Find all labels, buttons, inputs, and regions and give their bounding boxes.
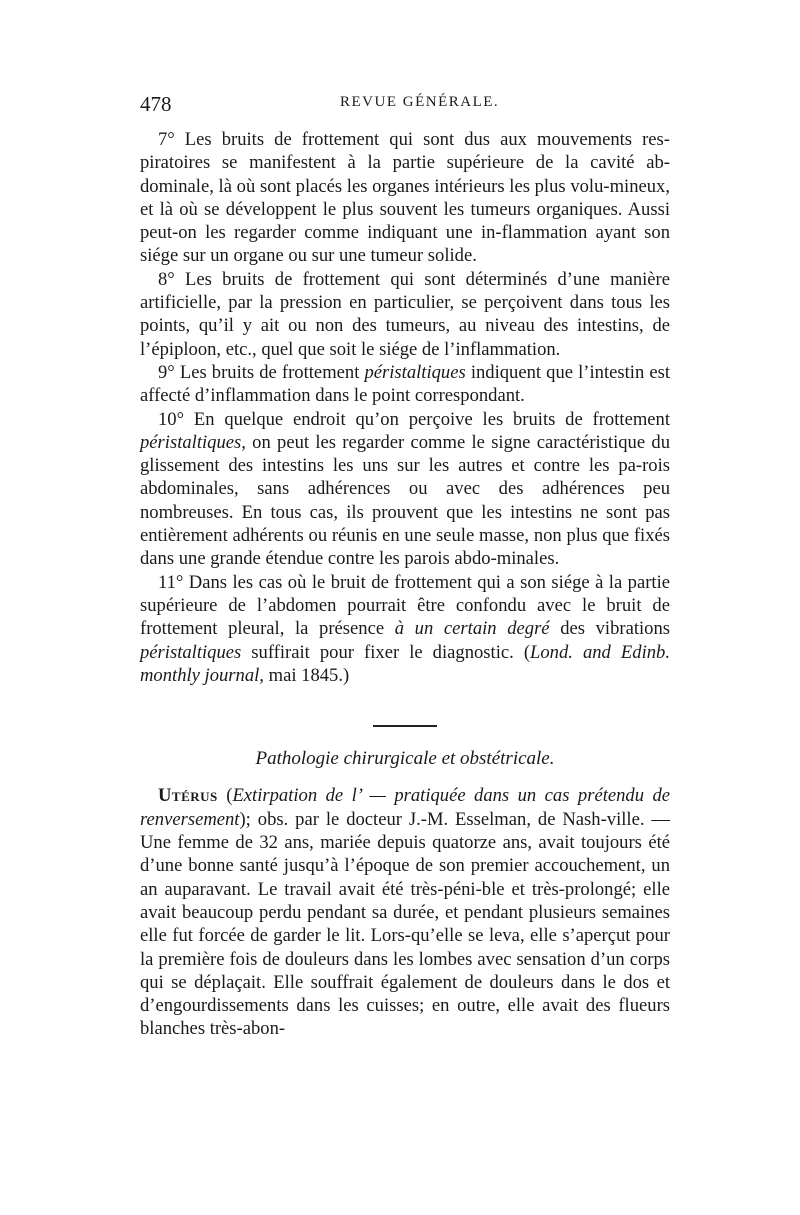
body-text	[140, 128, 670, 1041]
page-number: 478	[140, 92, 172, 116]
article-paragraph	[140, 784, 670, 1040]
section-divider	[373, 725, 437, 727]
italic-term: péristaltiques	[140, 641, 242, 663]
page-header	[140, 92, 670, 120]
section-title: Pathologie chirurgicale et obstétricale.	[255, 748, 555, 770]
paragraph-11	[140, 571, 670, 687]
paragraph-text: 8° Les bruits de frottement qui sont déterminés d’une manière artificielle, par la pression en particulier, se perçoivent dans tous les points, qu’il y ait ou non des tumeurs, au niveau des intestins, de l’épiploon, etc., quel que soit le siége de l’inflammation.	[140, 268, 670, 360]
italic-term: péristaltiques	[364, 361, 466, 383]
paragraph-text: 11° Dans les cas où le bruit de frottement qui a son siége à la partie supérieure de l’abdomen pourrait être confondu avec le bruit de frottement pleural, la présence	[140, 571, 670, 640]
paragraph-text: suffirait pour fixer le diagnostic. (	[241, 641, 531, 663]
article-lead: Utérus	[158, 785, 218, 807]
paragraph-text: (	[217, 785, 233, 807]
running-head: REVUE GÉNÉRALE.	[340, 94, 500, 110]
paragraph-text: ); obs. par le docteur J.-M. Esselman, de Nash-ville. — Une femme de 32 ans, mariée depuis quatorze ans, avait toujours été d’une bonne santé jusqu’à l’époque de son premier accouchement, un an auparavant. Le travail avait été très-péni-ble et très-prolongé; elle avait beaucoup perdu pendant sa durée, et pendant plusieurs semaines elle fut forcée de garder le lit. Lors-qu’elle se leva, elle s’aperçut pour la première fois de douleurs dans les lombes avec sensation d’un corps qui se déplaçait. Elle souffrait également de douleurs dans le dos et d’engourdissements dans les cuisses; en outre, elle avait des flueurs blanches très-abon-	[140, 808, 670, 1040]
paragraph-text: indiquent que l’intestin est affecté d’inflammation dans le point correspondant.	[140, 361, 671, 407]
paragraph-text: 7° Les bruits de frottement qui sont dus aux mouvements res-piratoires se manifestent à la partie supérieure de la cavité ab-dominale, là où sont placés les organes intérieurs les plus volu-mineux, et là où se développent le plus souvent les tumeurs organiques. Aussi peut-on les regarder comme indiquant une in-flammation ayant son siége sur un organe ou sur une tumeur solide.	[140, 129, 670, 267]
paragraph-text: des vibrations	[549, 618, 670, 640]
paragraph-7	[140, 128, 670, 268]
article-subtitle: Extirpation de l’ — pratiquée dans un cas prétendu de renversement	[140, 785, 671, 830]
paragraph-text: on peut les regarder comme le signe caractéristique du glissement des intestins les uns sur les autres et contre les pa-rois abdominales, sans adhérences ou avec des adhérences peu nombreuses. En tous cas, ils prouvent que les intestins ne sont pas entièrement adhérents ou réunis en une seule masse, non plus que fixés dans une grande étendue contre les parois abdo-minales.	[140, 431, 670, 570]
paragraph-8	[140, 268, 670, 361]
paragraph-9	[140, 361, 670, 408]
italic-term: péristaltiques,	[140, 431, 246, 453]
italic-phrase: à un certain degré	[394, 618, 550, 640]
paragraph-text: mai 1845.)	[263, 664, 350, 686]
paragraph-10	[140, 408, 670, 571]
paragraph-text: 9° Les bruits de frottement	[158, 361, 365, 383]
journal-citation: Lond. and Edinb. monthly journal,	[140, 641, 670, 686]
paragraph-text: 10° En quelque endroit qu’on perçoive les bruits de frottement	[158, 408, 670, 430]
